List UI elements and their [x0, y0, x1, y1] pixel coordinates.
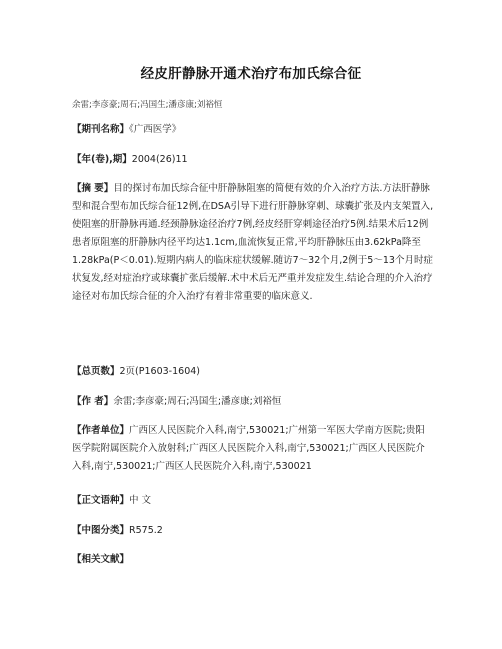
classification-value: R575.2 [129, 525, 163, 536]
authors-value: 余雷;李彦豪;周石;冯国生;潘彦康;刘裕恒 [113, 396, 282, 407]
related-field [72, 551, 434, 569]
journal-field [72, 121, 434, 139]
classification-field [72, 522, 434, 540]
year-field [72, 151, 434, 169]
related-label: 【相关文献】 [72, 554, 130, 565]
affiliation-field [72, 422, 434, 476]
pages-value: 2页(P1603-1604) [119, 366, 200, 377]
affiliation-value: 广西区人民医院介入科,南宁,530021;广州第一军医大学南方医院;贵阳医学院附属医院介入放射科;广西区人民医院介入科,南宁,530021;广西区人民医院介入科,南宁,530021;广西区人民医院介入科,南宁,530021 [72, 425, 425, 472]
affiliation-label: 【作者单位】 [72, 425, 130, 436]
authors-field [72, 393, 434, 411]
abstract-field [72, 180, 434, 306]
page-title: 经皮肝静脉开通术治疗布加氏综合征 [140, 66, 362, 82]
authors-label: 【作 者】 [72, 396, 114, 407]
abstract-text: 目的探讨布加氏综合征中肝静脉阻塞的简便有效的介入治疗方法.方法肝静脉型和混合型布加氏综合征12例,在DSA引导下进行肝静脉穿刺、球囊扩张及内支架置入,使阻塞的肝静脉再通.经颈静脉途径治疗7例,经皮经肝穿刺途径治疗5例.结果术后12例患者原阻塞的肝静脉内径平均达1.1cm,血流恢复正常,平均肝静脉压由3.62kPa降至1.28kPa(P＜0.01).短期内病人的临床症状缓解.随访7～32个月,2例于5～13个月时症状复发,经对症治疗或球囊扩张后缓解.术中术后无严重并发症发生.结论合理的介入治疗途径对布加氏综合征的介入治疗有着非常重要的临床意义. [72, 183, 434, 302]
journal-label: 【期刊名称】 [72, 124, 130, 135]
language-label: 【正文语种】 [72, 495, 130, 506]
pages-label: 【总页数】 [72, 366, 120, 377]
year-label: 【年(卷),期】 [72, 154, 132, 165]
author-list: 余雷;李彦豪;周石;冯国生;潘彦康;刘裕恒 [72, 100, 223, 110]
pages-field [72, 363, 434, 381]
year-value: 2004(26)11 [131, 154, 188, 165]
language-field [72, 492, 434, 510]
classification-label: 【中图分类】 [72, 525, 130, 536]
language-value: 中 文 [129, 495, 152, 506]
abstract-label: 【摘 要】 [72, 183, 114, 194]
journal-value: 《广西医学》 [129, 124, 182, 135]
